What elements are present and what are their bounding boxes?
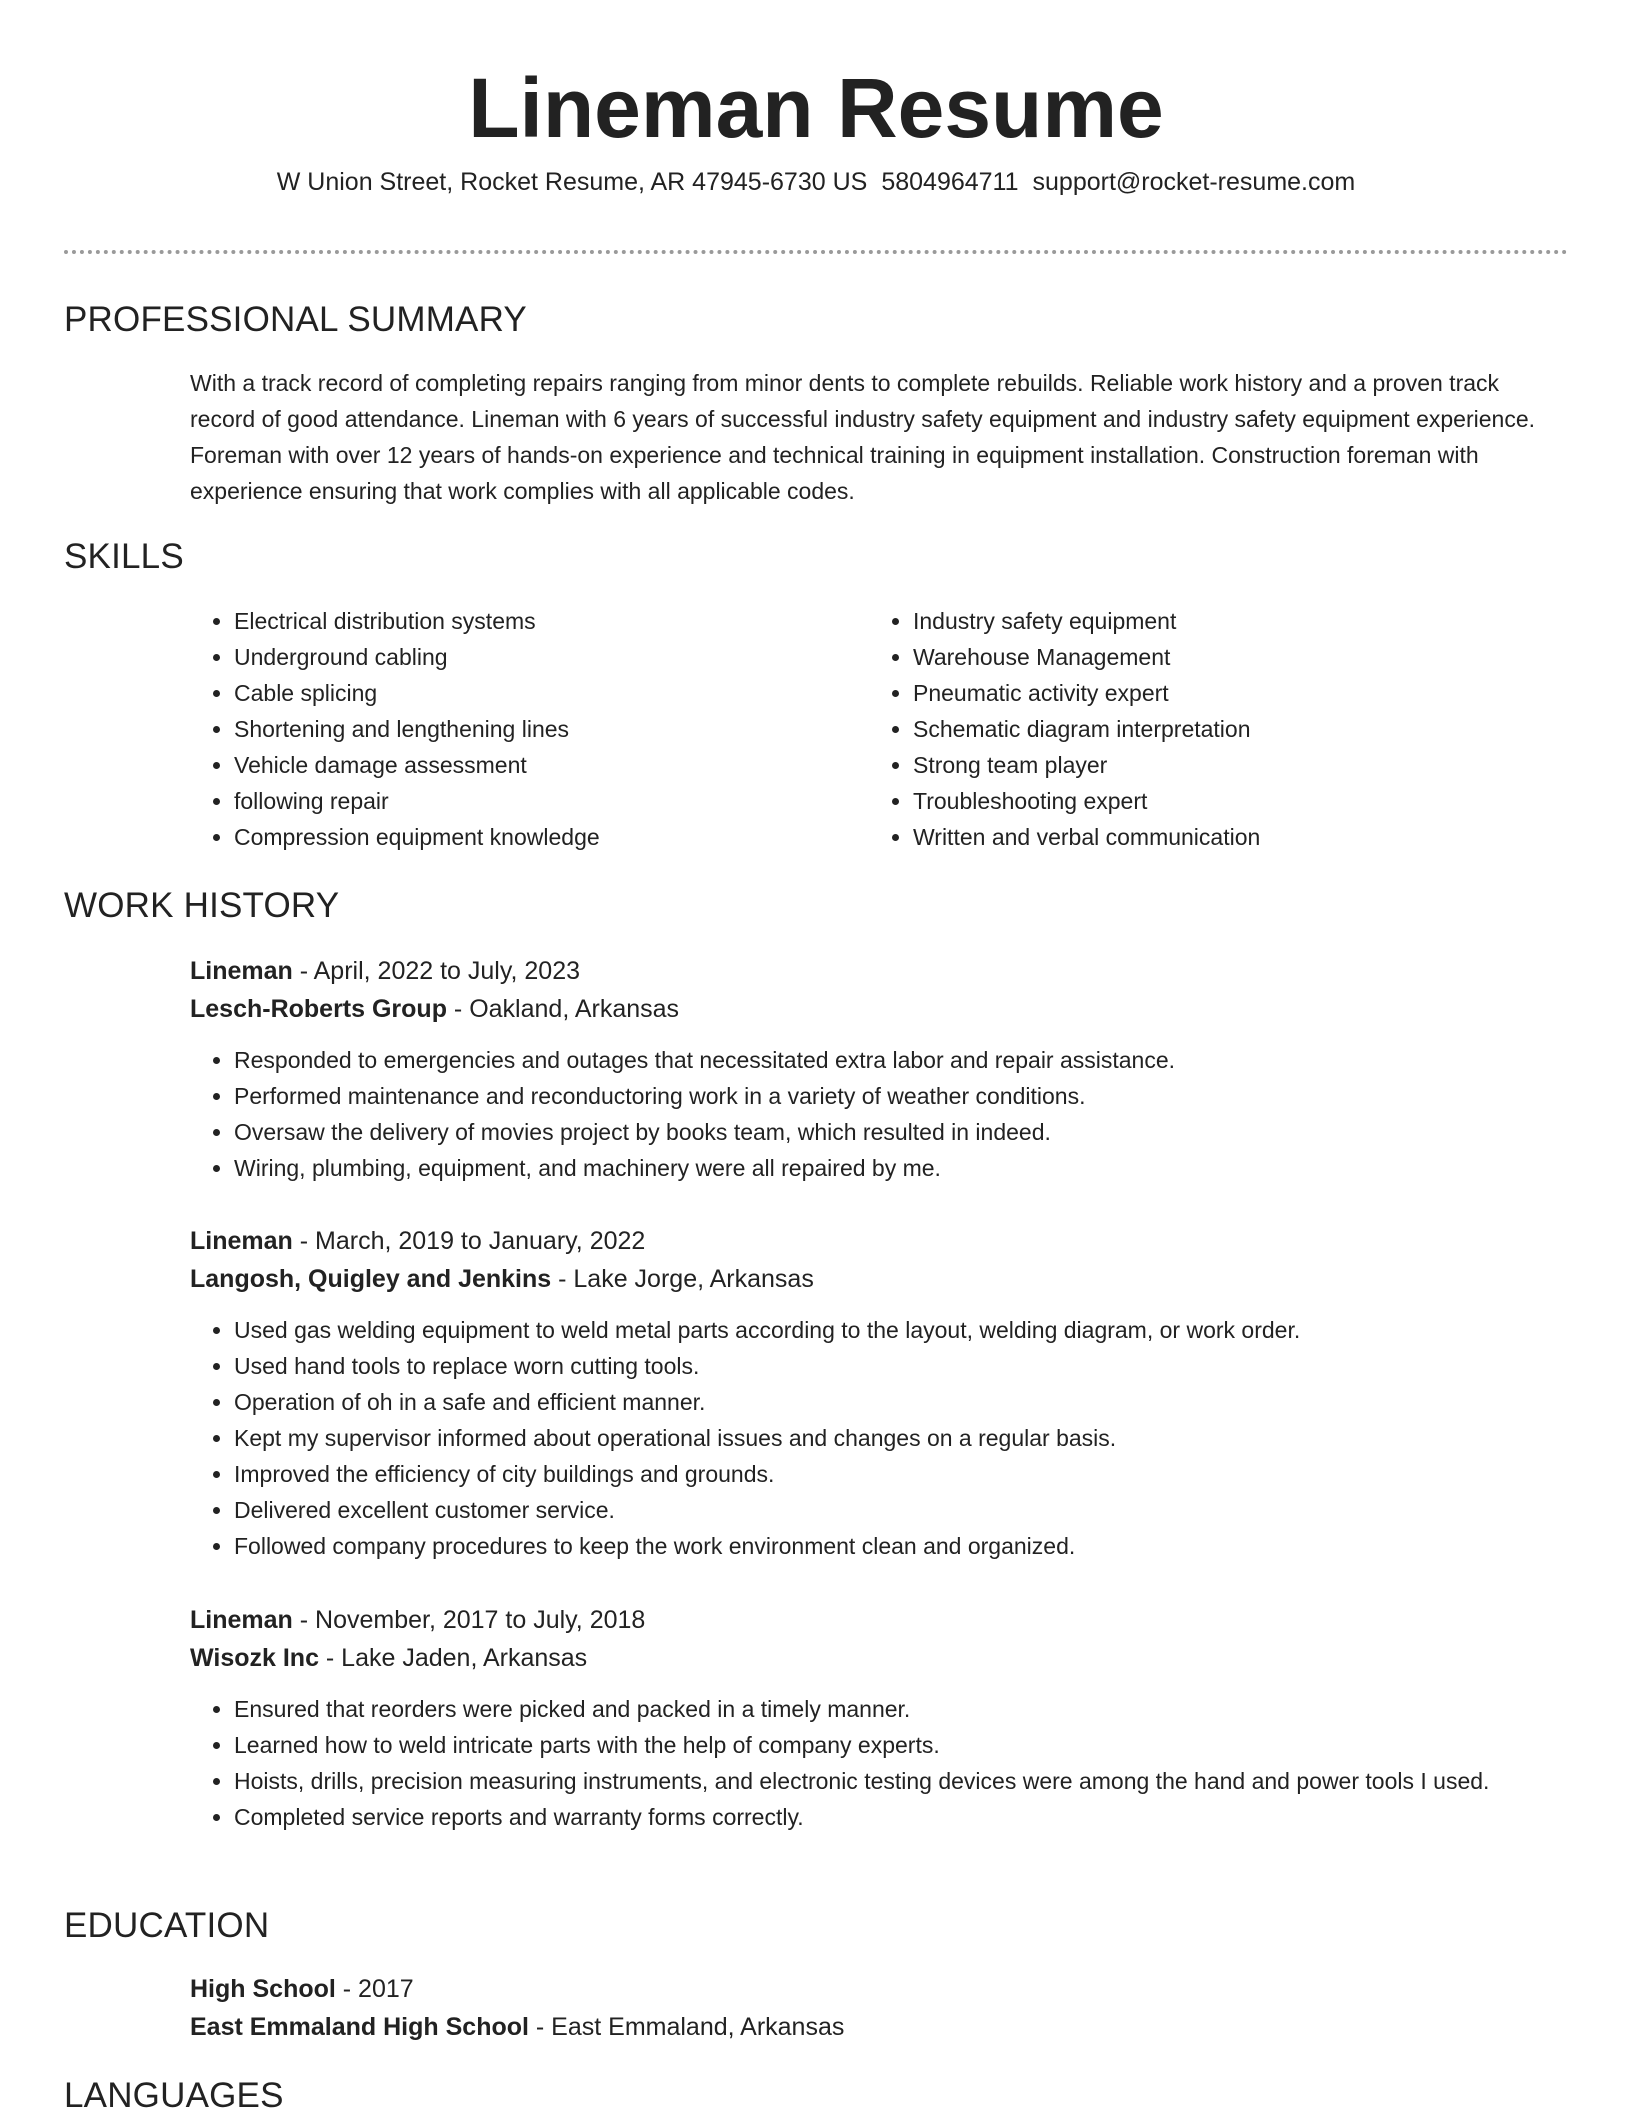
skills-right-list — [869, 603, 1509, 855]
contact-address: W Union Street, Rocket Resume, AR 47945-6730 US — [276, 168, 868, 196]
skill-item: • Pneumatic activity expert — [913, 675, 1509, 711]
skill-item: • following repair — [234, 783, 830, 819]
job-location: - Lake Jorge, Arkansas — [551, 1265, 814, 1293]
education-degree-line — [190, 1970, 1568, 2008]
skill-item: • Electrical distribution systems — [234, 603, 830, 639]
job-company-line — [190, 1260, 1568, 1298]
job-position: Lineman — [190, 1606, 293, 1634]
duty-item: • Performed maintenance and reconductoring work in a variety of weather conditions. — [234, 1078, 1568, 1114]
job-company: Wisozk Inc — [190, 1644, 319, 1672]
resume-title: Lineman Resume — [468, 61, 1164, 155]
education-heading: EDUCATION — [64, 1906, 270, 1945]
duty-item: • Improved the efficiency of city buildings and grounds. — [234, 1456, 1568, 1492]
skill-item: • Industry safety equipment — [913, 603, 1509, 639]
skill-item: • Shortening and lengthening lines — [234, 711, 830, 747]
duty-item: • Hoists, drills, precision measuring instruments, and electronic testing devices were among the hand and power tools I used. — [234, 1763, 1568, 1799]
job-entry — [190, 1601, 1568, 1835]
duty-item: • Followed company procedures to keep the work environment clean and organized. — [234, 1528, 1568, 1564]
job-position: Lineman — [190, 957, 293, 985]
job-title-line — [190, 1222, 1568, 1260]
skill-item: • Cable splicing — [234, 675, 830, 711]
job-dates: - November, 2017 to July, 2018 — [292, 1606, 646, 1634]
skill-item: • Strong team player — [913, 747, 1509, 783]
job-company: Langosh, Quigley and Jenkins — [190, 1265, 552, 1293]
duty-item: • Responded to emergencies and outages that necessitated extra labor and repair assistance. — [234, 1042, 1568, 1078]
job-duties — [190, 1312, 1568, 1564]
skill-item: • Compression equipment knowledge — [234, 819, 830, 855]
education-entry — [190, 1970, 1568, 2046]
skills-heading: SKILLS — [64, 537, 184, 576]
duty-item: • Kept my supervisor informed about operational issues and changes on a regular basis. — [234, 1420, 1568, 1456]
contact-line — [0, 166, 1632, 198]
job-duties — [190, 1042, 1568, 1186]
education-year: - 2017 — [335, 1975, 414, 2003]
skill-item: • Schematic diagram interpretation — [913, 711, 1509, 747]
education-degree: High School — [190, 1975, 336, 2003]
duty-item: • Ensured that reorders were picked and packed in a timely manner. — [234, 1691, 1568, 1727]
job-entry — [190, 1222, 1568, 1564]
duty-item: • Wiring, plumbing, equipment, and machinery were all repaired by me. — [234, 1150, 1568, 1186]
skill-item: • Written and verbal communication — [913, 819, 1509, 855]
skill-item: • Troubleshooting expert — [913, 783, 1509, 819]
skills-left-column — [190, 603, 830, 855]
job-dates: - March, 2019 to January, 2022 — [292, 1227, 646, 1255]
contact-email: support@rocket-resume.com — [1032, 168, 1356, 196]
summary-block — [190, 365, 1568, 509]
duty-item: • Oversaw the delivery of movies project by books team, which resulted in indeed. — [234, 1114, 1568, 1150]
contact-phone: 5804964711 — [881, 168, 1019, 196]
duty-item: • Delivered excellent customer service. — [234, 1492, 1568, 1528]
header-divider — [64, 250, 1568, 254]
job-position: Lineman — [190, 1227, 293, 1255]
duty-item: • Completed service reports and warranty forms correctly. — [234, 1799, 1568, 1835]
skill-item: • Underground cabling — [234, 639, 830, 675]
duty-item: • Operation of oh in a safe and efficient manner. — [234, 1384, 1568, 1420]
languages-heading: LANGUAGES — [64, 2076, 284, 2115]
job-duties — [190, 1691, 1568, 1835]
job-dates: - April, 2022 to July, 2023 — [292, 957, 581, 985]
duty-item: • Learned how to weld intricate parts with the help of company experts. — [234, 1727, 1568, 1763]
summary-text: With a track record of completing repairs ranging from minor dents to complete rebuilds. Reliable work history and a proven track record of good attendance. Lineman with 6 years of successful industry safety equipment and industry safety equipment experience. Foreman with over 12 years of hands-on experience and technical training in equipment installation. Construction foreman with experience ensuring that work complies with all applicable codes. — [190, 370, 1535, 504]
education-school: East Emmaland High School — [190, 2013, 529, 2041]
job-location: - Oakland, Arkansas — [446, 995, 680, 1023]
job-company-line — [190, 990, 1568, 1028]
education-location: - East Emmaland, Arkansas — [528, 2013, 845, 2041]
skill-item: • Vehicle damage assessment — [234, 747, 830, 783]
skills-left-list — [190, 603, 830, 855]
job-title-line — [190, 952, 1568, 990]
education-school-line — [190, 2008, 1568, 2046]
skills-right-column — [869, 603, 1509, 855]
duty-item: • Used gas welding equipment to weld metal parts according to the layout, welding diagram, or work order. — [234, 1312, 1568, 1348]
job-location: - Lake Jaden, Arkansas — [318, 1644, 588, 1672]
duty-item: • Used hand tools to replace worn cutting tools. — [234, 1348, 1568, 1384]
job-company-line — [190, 1639, 1568, 1677]
summary-heading: PROFESSIONAL SUMMARY — [64, 300, 527, 339]
job-title-line — [190, 1601, 1568, 1639]
skill-item: • Warehouse Management — [913, 639, 1509, 675]
work-heading: WORK HISTORY — [64, 886, 340, 925]
job-company: Lesch-Roberts Group — [190, 995, 447, 1023]
job-entry — [190, 952, 1568, 1186]
